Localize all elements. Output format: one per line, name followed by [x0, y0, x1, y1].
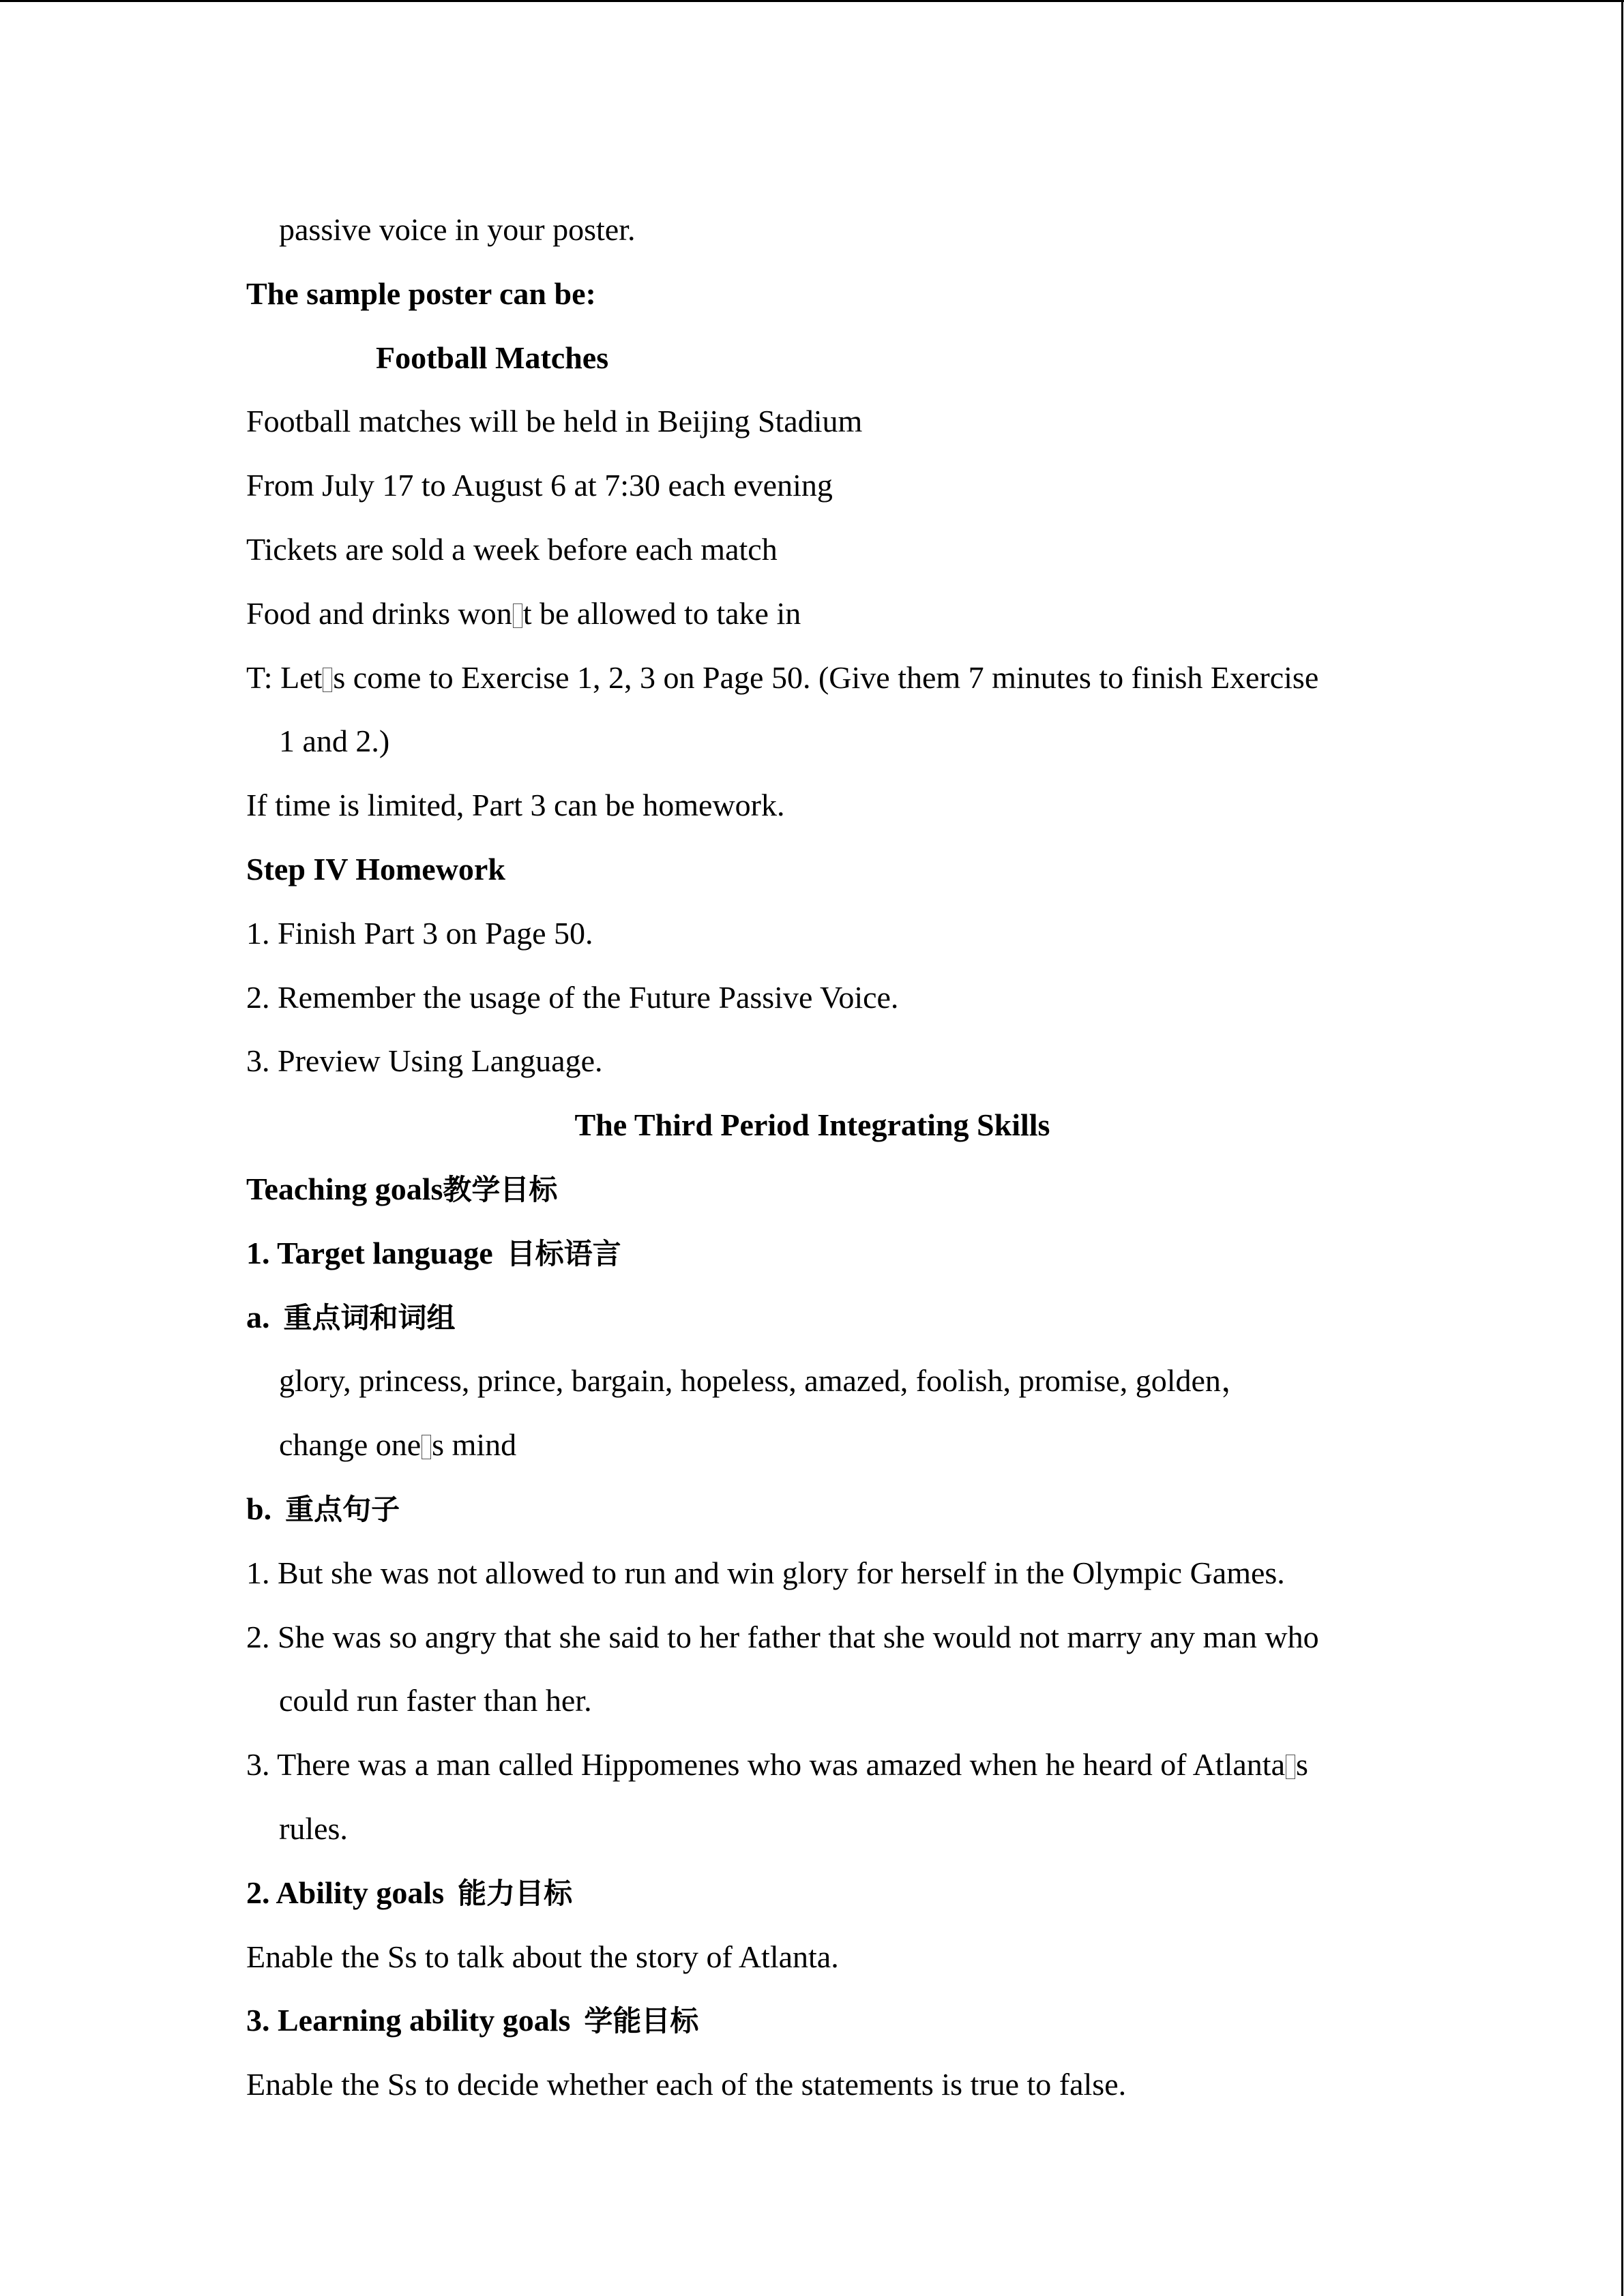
heading-cn: 教学目标 — [443, 1172, 558, 1206]
list-item: 1. But she was not allowed to run and win glory for herself in the Olympic Games. — [246, 1555, 1285, 1590]
page-right-border — [1621, 0, 1623, 2296]
text-fragment: Food and drinks won — [246, 595, 512, 631]
poster-line: From July 17 to August 6 at 7:30 each evening — [246, 468, 833, 503]
text-fragment: s mind — [432, 1427, 517, 1463]
poster-line: Tickets are sold a week before each match — [246, 531, 778, 567]
section-heading — [246, 1157, 1378, 1221]
missing-glyph-icon — [1286, 1755, 1295, 1779]
section-heading: Step IV Homework — [246, 851, 505, 886]
text-line: passive voice in your poster. — [279, 212, 636, 247]
text-line: 1 and 2.) — [279, 724, 390, 759]
subsection-heading — [246, 1285, 1378, 1350]
text-line: Enable the Ss to decide whether each of the statements is true to false. — [246, 2067, 1127, 2102]
heading-en: 1. Target language — [246, 1235, 493, 1270]
missing-glyph-icon — [422, 1435, 431, 1459]
list-item: 3. Preview Using Language. — [246, 1043, 603, 1079]
heading-en: 3. Learning ability goals — [246, 2003, 571, 2038]
text-line: If time is limited, Part 3 can be homework. — [246, 788, 785, 823]
heading-cn: 学能目标 — [584, 2004, 699, 2038]
subsection-heading — [246, 1477, 1378, 1541]
poster-line: Football matches will be held in Beijing Stadium — [246, 404, 863, 439]
missing-glyph-icon — [513, 603, 522, 628]
heading-cn: 重点句子 — [285, 1492, 400, 1526]
text-line: glory, princess, prince, bargain, hopeless, amazed, foolish, promise, golden， — [279, 1363, 1252, 1399]
list-item: 3. There was a man called Hippomenes who was amazed when he heard of Atlanta s — [246, 1747, 1308, 1783]
text-line: could run faster than her. — [279, 1683, 592, 1718]
text-fragment: t be allowed to take in — [522, 595, 801, 631]
text-fragment: T: Let — [246, 659, 323, 695]
heading-cn: 重点词和词组 — [283, 1300, 456, 1335]
page-top-border — [0, 0, 1624, 2]
text-fragment: 3. There was a man called Hippomenes who was amazed when he heard of Atlanta — [246, 1747, 1285, 1783]
section-heading — [246, 1221, 1378, 1285]
section-heading — [246, 1861, 1378, 1925]
text-fragment: s come to Exercise 1, 2, 3 on Page 50. (Give them 7 minutes to finish Exercise — [333, 659, 1319, 695]
text-fragment: change one — [279, 1427, 422, 1463]
heading-en: Teaching goals — [246, 1171, 443, 1206]
heading-cn: 目标语言 — [506, 1236, 621, 1270]
period-title: The Third Period Integrating Skills — [574, 1107, 1050, 1143]
text-line: rules. — [279, 1810, 348, 1846]
heading-en: b. — [246, 1491, 272, 1526]
heading-en: a. — [246, 1299, 270, 1335]
list-item: 2. Remember the usage of the Future Passive Voice. — [246, 979, 899, 1015]
list-item: 2. She was so angry that she said to her father that she would not marry any man who — [246, 1619, 1319, 1654]
poster-line — [246, 582, 1378, 646]
section-heading — [246, 1988, 1378, 2053]
heading-cn: 能力目标 — [458, 1876, 573, 1910]
section-heading: The sample poster can be: — [246, 275, 596, 311]
heading-en: 2. Ability goals — [246, 1875, 445, 1910]
poster-title: Football Matches — [376, 340, 609, 375]
missing-glyph-icon — [323, 668, 332, 692]
list-item: 1. Finish Part 3 on Page 50. — [246, 915, 593, 951]
document-page — [246, 198, 1378, 2117]
text-line — [246, 646, 1378, 710]
text-line: Enable the Ss to talk about the story of Atlanta. — [246, 1939, 839, 1974]
text-line — [246, 1413, 1378, 1477]
